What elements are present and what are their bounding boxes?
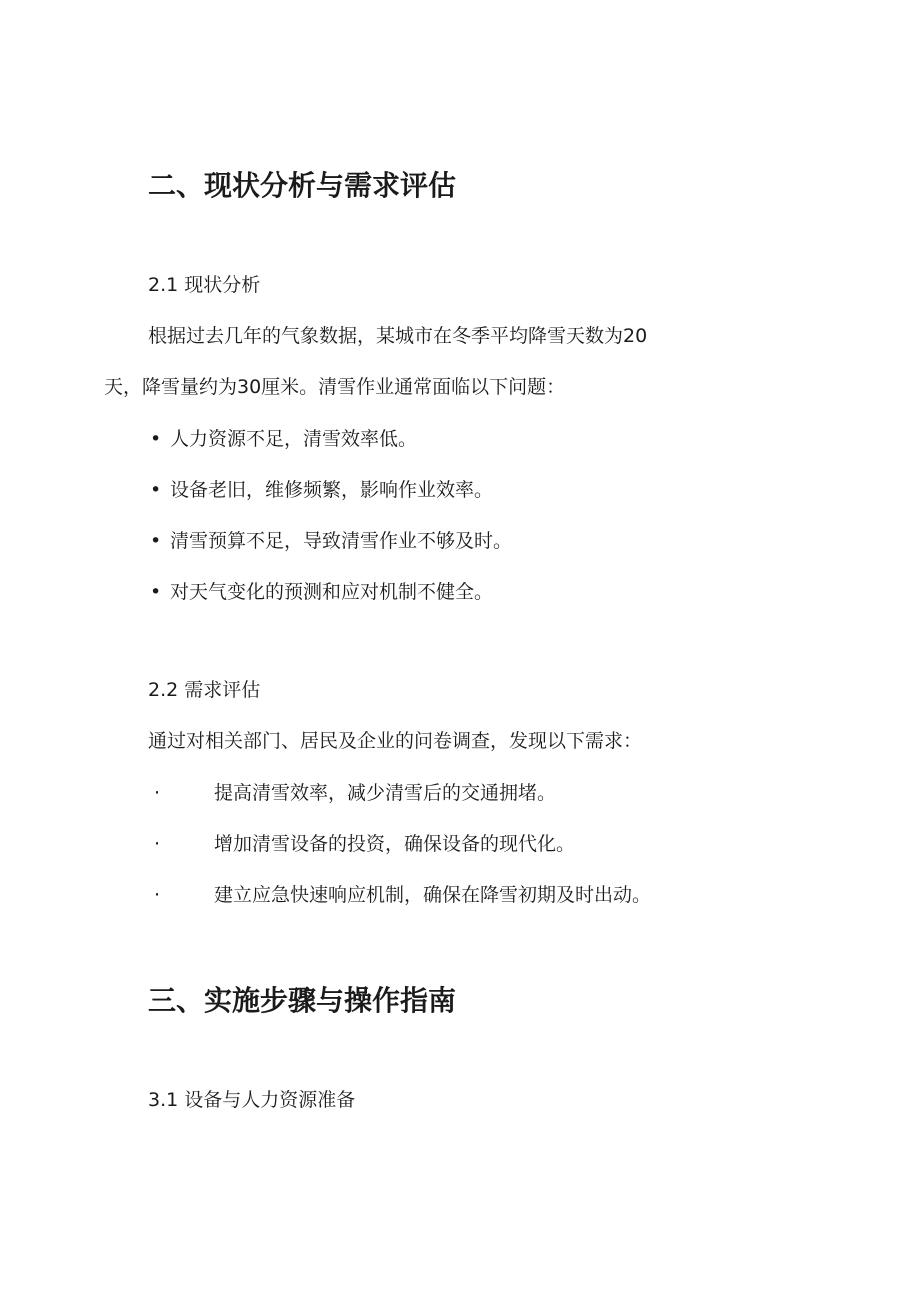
list-item-text: 对天气变化的预测和应对机制不健全。 <box>170 581 494 603</box>
bullet-icon: · <box>154 833 161 855</box>
list-item-text: 清雪预算不足，导致清雪作业不够及时。 <box>170 530 513 552</box>
list-item-text: 提高清雪效率，减少清雪后的交通拥堵。 <box>214 782 557 804</box>
list-item <box>154 784 556 803</box>
list-item <box>150 481 493 500</box>
bullet-icon: • <box>150 479 162 501</box>
section-2-heading: 二、现状分析与需求评估 <box>148 169 457 202</box>
bullet-icon: • <box>150 530 162 552</box>
subsection-2-1-heading: 2.1 现状分析 <box>148 274 261 296</box>
list-item-text: 增加清雪设备的投资，确保设备的现代化。 <box>214 833 576 855</box>
bullet-icon: • <box>150 581 162 603</box>
paragraph-2-1-line-2: 天，降雪量约为30厘米。清雪作业通常面临以下问题： <box>104 376 566 398</box>
list-item <box>154 835 575 854</box>
list-item <box>150 430 417 449</box>
list-item-text: 建立应急快速响应机制，确保在降雪初期及时出动。 <box>214 884 652 906</box>
subsection-2-2-heading: 2.2 需求评估 <box>148 679 261 701</box>
list-item-text: 人力资源不足，清雪效率低。 <box>170 428 418 450</box>
paragraph-2-2: 通过对相关部门、居民及企业的问卷调查，发现以下需求： <box>148 730 643 752</box>
bullet-icon: · <box>154 782 161 804</box>
list-item <box>150 583 493 602</box>
subsection-3-1-heading: 3.1 设备与人力资源准备 <box>148 1089 356 1111</box>
bullet-icon: · <box>154 884 161 906</box>
list-item-text: 设备老旧，维修频繁，影响作业效率。 <box>170 479 494 501</box>
paragraph-2-1-line-1: 根据过去几年的气象数据，某城市在冬季平均降雪天数为20 <box>148 325 648 347</box>
list-item <box>150 532 512 551</box>
bullet-icon: • <box>150 428 162 450</box>
list-item <box>154 886 651 905</box>
section-3-heading: 三、实施步骤与操作指南 <box>148 984 457 1017</box>
